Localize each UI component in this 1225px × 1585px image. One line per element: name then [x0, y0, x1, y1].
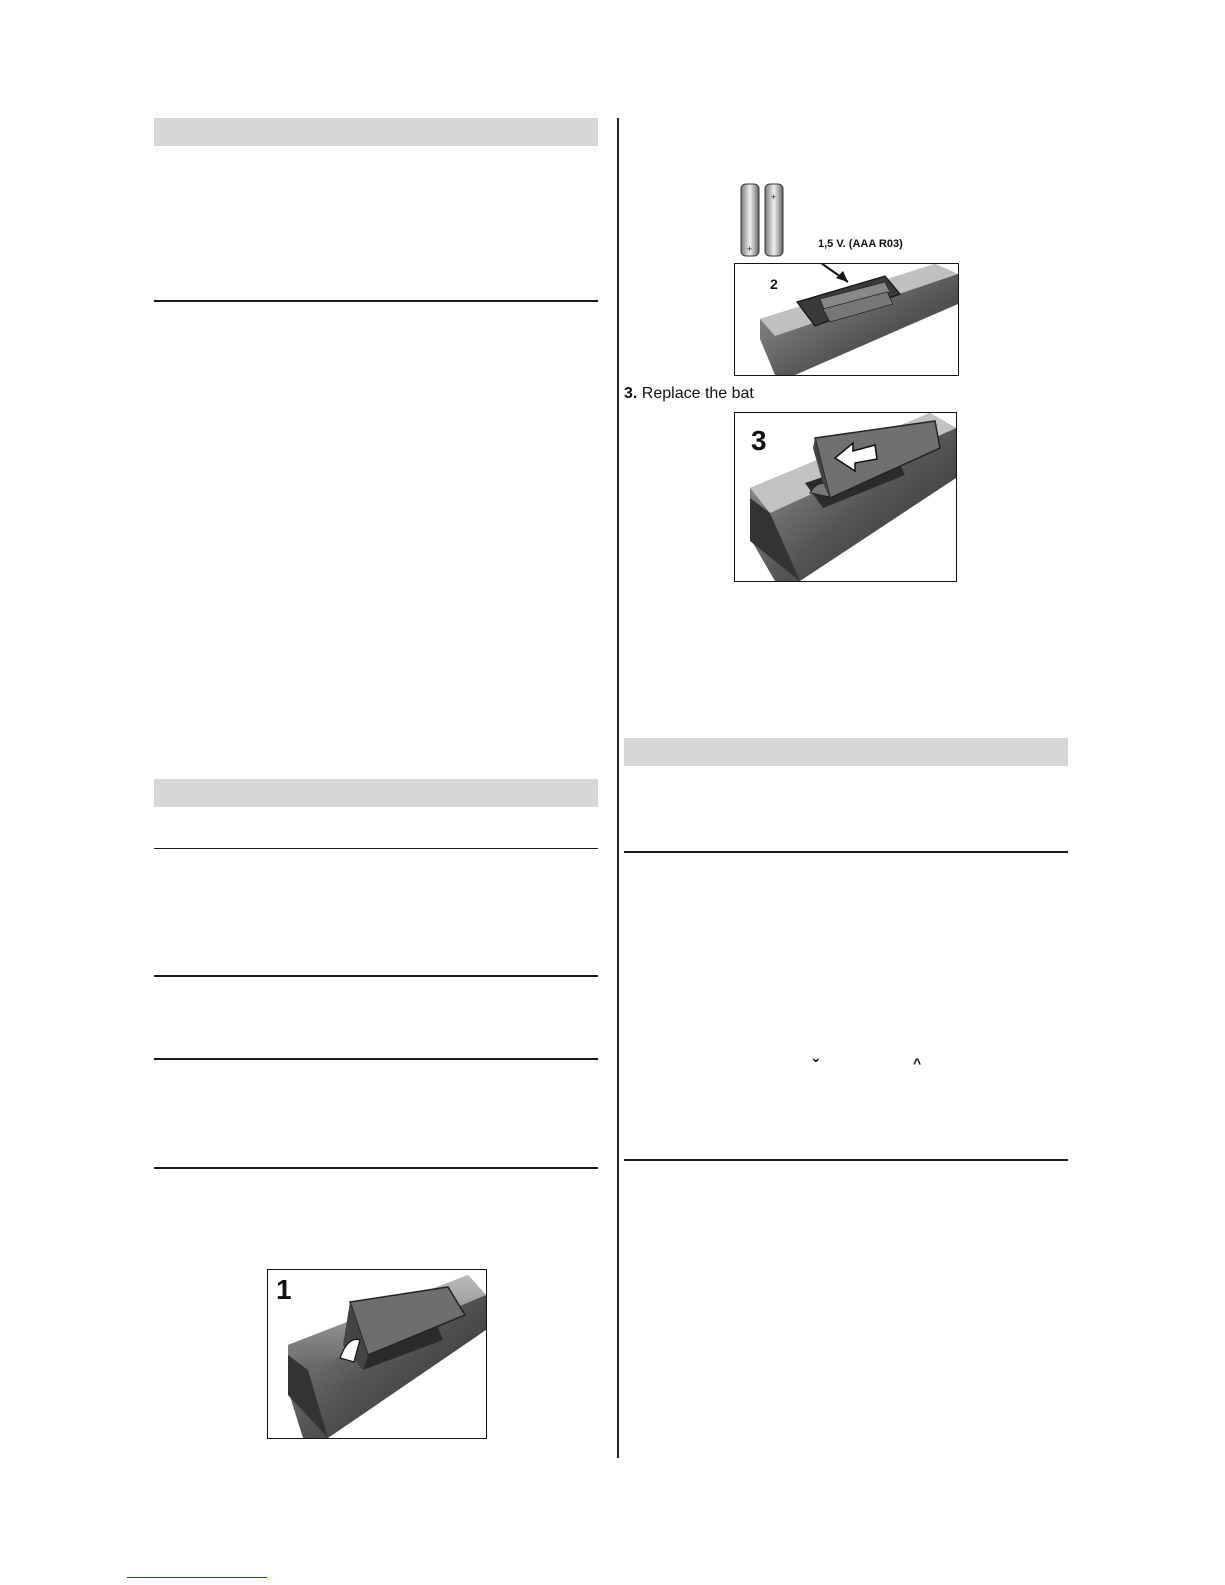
divider-left-4 — [154, 1058, 598, 1060]
step-number-2: 2 — [770, 276, 778, 292]
section-header-bar-right-1 — [624, 738, 1068, 766]
step-number-3: 3 — [751, 425, 767, 456]
divider-left-1 — [154, 300, 598, 302]
section-header-bar-left-2 — [154, 779, 598, 807]
footer-underline — [127, 1577, 267, 1578]
step-3-text: Replace the bat — [641, 385, 754, 402]
step-number-1: 1 — [276, 1274, 292, 1305]
step-3-caption — [624, 385, 754, 403]
remote-illustration-1 — [268, 1270, 486, 1438]
divider-left-2 — [154, 848, 598, 849]
batteries-icon — [735, 180, 795, 260]
section-header-bar-left-1 — [154, 118, 598, 146]
svg-text:+: + — [771, 192, 777, 202]
remote-illustration-2 — [735, 264, 958, 375]
figure-remote-insert-batteries — [734, 263, 959, 376]
svg-text:+: + — [747, 244, 753, 254]
divider-right-2 — [624, 1159, 1068, 1161]
battery-illustration — [735, 180, 795, 260]
step-3-number: 3. — [624, 385, 638, 402]
column-divider — [617, 118, 619, 1458]
figure-remote-open-cover — [267, 1269, 487, 1439]
chevron-up-icon: ^ — [913, 1055, 922, 1071]
remote-illustration-3 — [735, 413, 956, 581]
divider-right-1 — [624, 851, 1068, 853]
battery-spec-label: 1,5 V. (AAA R03) — [818, 238, 903, 250]
chevron-down-icon: ⌄ — [810, 1049, 822, 1065]
figure-remote-replace-cover — [734, 412, 957, 582]
divider-left-3 — [154, 975, 598, 977]
divider-left-5 — [154, 1167, 598, 1169]
